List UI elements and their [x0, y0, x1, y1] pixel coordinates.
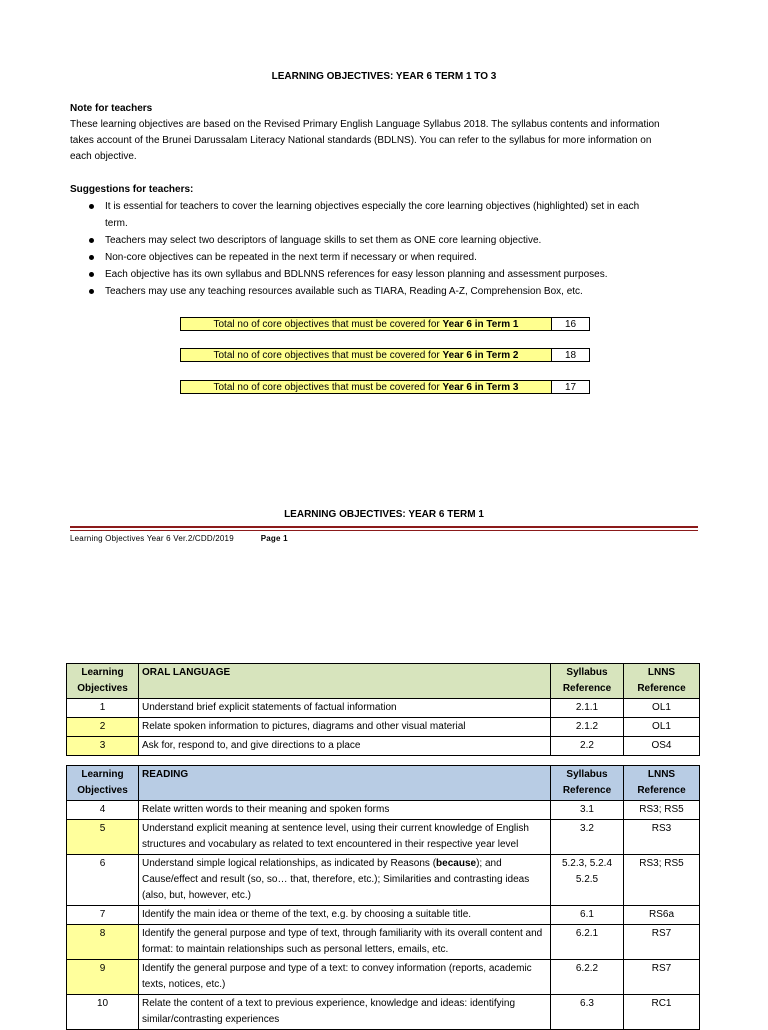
term1-total-box [180, 317, 590, 331]
syllabus-ref: 3.2 [551, 820, 624, 855]
table-header-row [67, 766, 700, 801]
term3-total-label: Total no of core objectives that must be covered for Year 6 in Term 3 [180, 380, 552, 394]
bullet-icon [89, 238, 94, 243]
syllabus-ref: 6.3 [551, 995, 624, 1030]
table-header-row [67, 664, 700, 699]
syllabus-ref: 2.2 [551, 737, 624, 756]
table-row [67, 737, 700, 756]
term3-total-box [180, 380, 590, 394]
footer-rule-thick [70, 526, 698, 528]
lnns-ref: RS3; RS5 [624, 855, 700, 906]
term1-total-label: Total no of core objectives that must be covered for Year 6 in Term 1 [180, 317, 552, 331]
term1-title: LEARNING OBJECTIVES: YEAR 6 TERM 1 [284, 509, 484, 520]
term3-total-value: 17 [552, 380, 590, 394]
header-area: READING [139, 766, 551, 801]
suggestion-item: Teachers may use any teaching resources available such as TIARA, Reading A-Z, Comprehension Box, etc. [70, 283, 698, 300]
objective-text: Understand simple logical relationships, as indicated by Reasons (because); and Cause/effect and result (so, so… that, therefore, etc.); Similarities and contrasting ideas (also, but, however, etc.) [139, 855, 551, 906]
header-syllabus-ref: Syllabus Reference [551, 664, 624, 699]
note-heading: Note for teachers [70, 103, 153, 114]
note-line: each objective. [70, 151, 137, 162]
table-row [67, 820, 700, 855]
objective-number: 1 [67, 699, 139, 718]
reading-table [66, 765, 700, 1030]
lnns-ref: RC1 [624, 995, 700, 1030]
suggestion-item: Each objective has its own syllabus and BDLNNS references for easy lesson planning and assessment purposes. [70, 266, 698, 283]
footer-rule-thin [70, 530, 698, 531]
lnns-ref: RS3; RS5 [624, 801, 700, 820]
lnns-ref: RS7 [624, 960, 700, 995]
objective-text: Relate the content of a text to previous experience, knowledge and ideas: identifying similar/contrasting experiences [139, 995, 551, 1030]
header-lnns-ref: LNNS Reference [624, 664, 700, 699]
objective-text: Identify the main idea or theme of the text, e.g. by choosing a suitable title. [139, 906, 551, 925]
syllabus-ref: 6.2.2 [551, 960, 624, 995]
objective-number: 6 [67, 855, 139, 906]
suggestion-item: Teachers may select two descriptors of language skills to set them as ONE core learning objective. [70, 232, 698, 249]
bullet-icon [89, 289, 94, 294]
syllabus-ref: 2.1.1 [551, 699, 624, 718]
syllabus-ref: 5.2.3, 5.2.4 5.2.5 [551, 855, 624, 906]
header-syllabus-ref: Syllabus Reference [551, 766, 624, 801]
objective-text: Understand explicit meaning at sentence level, using their current knowledge of English structures and vocabulary as related to text encountered in their respective year level [139, 820, 551, 855]
objective-number: 5 [67, 820, 139, 855]
footer-document-ref: Learning Objectives Year 6 Ver.2/CDD/2019 [70, 534, 234, 543]
objective-number: 7 [67, 906, 139, 925]
oral-language-table [66, 663, 700, 756]
lnns-ref: OL1 [624, 718, 700, 737]
suggestions-heading: Suggestions for teachers: [70, 184, 194, 195]
term1-total-value: 16 [552, 317, 590, 331]
lnns-ref: RS6a [624, 906, 700, 925]
header-learning-objectives: Learning Objectives [67, 664, 139, 699]
table-row [67, 718, 700, 737]
objective-number: 9 [67, 960, 139, 995]
page-footer [70, 534, 288, 543]
syllabus-ref: 3.1 [551, 801, 624, 820]
bullet-icon [89, 272, 94, 277]
header-lnns-ref: LNNS Reference [624, 766, 700, 801]
suggestions-list [70, 198, 698, 300]
objective-text: Identify the general purpose and type of text, through familiarity with its overall content and format: to maintain relationships such as personal letters, emails, etc. [139, 925, 551, 960]
objective-text: Ask for, respond to, and give directions to a place [139, 737, 551, 756]
syllabus-ref: 6.1 [551, 906, 624, 925]
objective-text: Relate written words to their meaning and spoken forms [139, 801, 551, 820]
objective-number: 3 [67, 737, 139, 756]
suggestion-item: It is essential for teachers to cover the learning objectives especially the core learning objectives (highlighted) set in each term. [70, 198, 698, 232]
objective-text: Relate spoken information to pictures, diagrams and other visual material [139, 718, 551, 737]
lnns-ref: RS7 [624, 925, 700, 960]
objective-number: 8 [67, 925, 139, 960]
header-area: ORAL LANGUAGE [139, 664, 551, 699]
document-title: LEARNING OBJECTIVES: YEAR 6 TERM 1 TO 3 [271, 71, 497, 82]
suggestions-section [70, 182, 698, 300]
bullet-icon [89, 204, 94, 209]
objective-number: 4 [67, 801, 139, 820]
bullet-icon [89, 255, 94, 260]
table-row [67, 960, 700, 995]
syllabus-ref: 2.1.2 [551, 718, 624, 737]
term2-total-value: 18 [552, 348, 590, 362]
objective-number: 10 [67, 995, 139, 1030]
term2-total-label: Total no of core objectives that must be covered for Year 6 in Term 2 [180, 348, 552, 362]
lnns-ref: OL1 [624, 699, 700, 718]
table-row [67, 801, 700, 820]
footer-page-number: Page 1 [260, 534, 288, 543]
header-learning-objectives: Learning Objectives [67, 766, 139, 801]
table-row [67, 699, 700, 718]
objective-text: Understand brief explicit statements of factual information [139, 699, 551, 718]
term2-total-box [180, 348, 590, 362]
table-row [67, 855, 700, 906]
table-row [67, 995, 700, 1030]
objective-text: Identify the general purpose and type of a text: to convey information (reports, academic texts, notices, etc.) [139, 960, 551, 995]
lnns-ref: OS4 [624, 737, 700, 756]
table-row [67, 925, 700, 960]
syllabus-ref: 6.2.1 [551, 925, 624, 960]
table-row [67, 906, 700, 925]
note-section [70, 101, 698, 165]
suggestion-item: Non-core objectives can be repeated in the next term if necessary or when required. [70, 249, 698, 266]
note-line: takes account of the Brunei Darussalam Literacy National standards (BDLNS). You can refer to the syllabus for more information on [70, 135, 652, 146]
objective-number: 2 [67, 718, 139, 737]
note-line: These learning objectives are based on the Revised Primary English Language Syllabus 2018. The syllabus contents and information [70, 119, 660, 130]
lnns-ref: RS3 [624, 820, 700, 855]
